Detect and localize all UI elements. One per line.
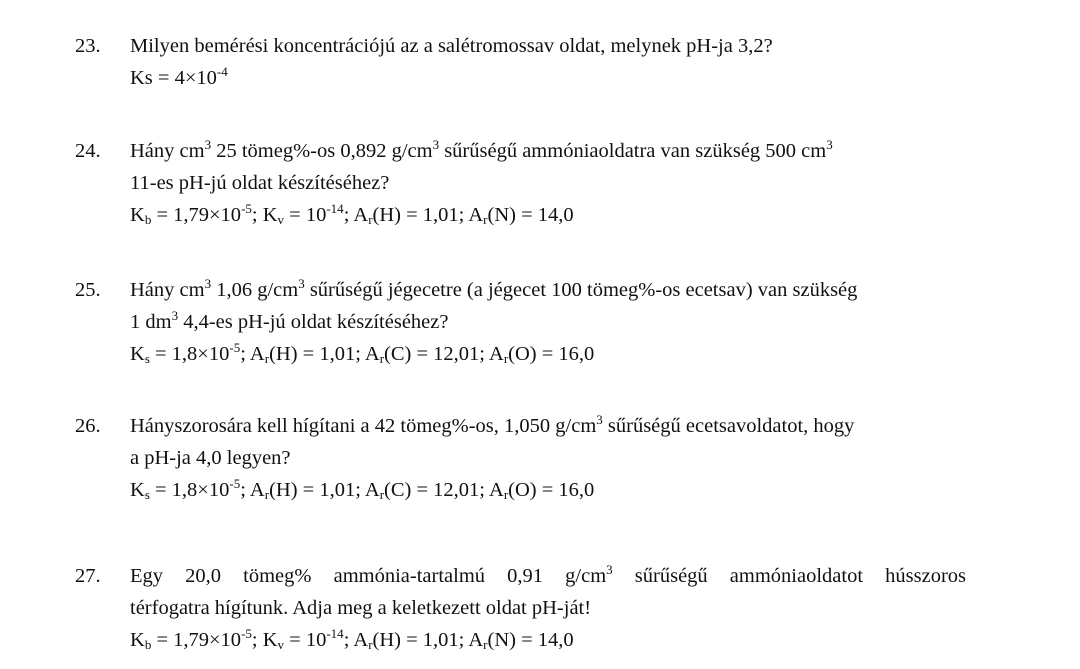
text-segment: Hányszorosára kell hígítani a 42 tömeg%-os, 1,050 g/cm [130,415,597,437]
superscript: 3 [606,562,613,577]
subscript: v [277,212,285,227]
text-line [130,592,966,624]
subscript: b [144,637,152,652]
text-segment: = 10 [284,204,327,226]
problem-text [130,30,966,94]
text-segment: sűrűségű ecetsavoldatot, hogy [602,415,855,437]
text-segment: ; A [240,479,265,501]
problem-text [130,135,966,231]
problem-number: 25. [75,279,101,301]
subscript: r [503,487,509,502]
text-segment: (H) = 1,01; A [269,479,380,501]
text-line [130,62,966,94]
text-line [130,442,966,474]
superscript: 3 [204,137,212,152]
superscript: -14 [326,201,344,216]
text-segment: (C) = 12,01; A [384,479,504,501]
problem-number: 26. [75,415,101,437]
text-segment: (O) = 16,0 [508,479,595,501]
superscript: -14 [326,626,344,641]
text-segment: 25 tömeg%-os 0,892 g/cm [211,140,433,162]
text-segment: ; A [343,629,369,651]
text-segment: a pH-ja 4,0 legyen? [130,447,291,469]
problem-number: 27. [75,565,101,587]
subscript: s [144,351,150,366]
problem-text [130,274,966,370]
text-line [130,30,966,62]
text-segment: Ks = 4×10 [130,67,217,89]
text-line [130,410,966,442]
text-line [130,338,966,370]
subscript: r [368,212,373,227]
text-segment: (H) = 1,01; A [372,204,484,226]
text-segment: K [130,343,145,365]
text-line [130,167,966,199]
text-segment: Milyen bemérési koncentrációjú az a salétromossav oldat, melynek pH-ja 3,2? [130,35,773,57]
superscript: 3 [596,412,603,427]
text-segment: (O) = 16,0 [508,343,595,365]
problem-number: 23. [75,35,101,57]
subscript: s [144,487,150,502]
text-segment: sűrűségű jégecetre (a jégecet 100 tömeg%-os ecetsav) van szükség [304,279,858,301]
superscript: -5 [229,340,241,355]
text-line [130,274,966,306]
text-segment: = 1,79×10 [151,204,242,226]
problem-text [130,560,966,656]
text-segment: K [130,204,145,226]
subscript: r [368,637,373,652]
text-line [130,135,966,167]
superscript: -5 [229,476,241,491]
text-segment: (H) = 1,01; A [372,629,484,651]
text-segment: ; A [343,204,369,226]
text-segment: K [130,629,145,651]
text-segment: (H) = 1,01; A [269,343,380,365]
subscript: v [277,637,285,652]
problem-text [130,410,966,506]
subscript: r [483,637,488,652]
problem-number: 24. [75,140,101,162]
subscript: r [379,351,385,366]
superscript: 3 [204,276,212,291]
text-segment: 1,06 g/cm [211,279,299,301]
subscript: r [264,487,270,502]
superscript: 3 [826,137,833,152]
text-segment: K [130,479,145,501]
text-line [130,624,966,656]
text-segment: ; K [251,629,278,651]
text-line [130,560,966,592]
text-segment: ; K [251,204,278,226]
text-segment: = 10 [284,629,327,651]
text-segment: Hány cm [130,279,205,301]
text-segment: Egy 20,0 tömeg% ammónia-tartalmú 0,91 g/cm [130,565,607,587]
superscript: -5 [241,201,252,216]
text-segment: = 1,8×10 [149,343,230,365]
superscript: 3 [298,276,305,291]
text-segment: 1 dm [130,311,172,333]
subscript: r [264,351,270,366]
subscript: r [379,487,385,502]
text-segment: 4,4-es pH-jú oldat készítéséhez? [178,311,449,333]
subscript: b [144,212,152,227]
text-segment: (N) = 14,0 [487,204,574,226]
text-segment: = 1,8×10 [149,479,230,501]
text-segment: térfogatra hígítunk. Adja meg a keletkezett oldat pH-ját! [130,597,592,619]
text-segment: = 1,79×10 [151,629,242,651]
text-line [130,474,966,506]
text-segment: (C) = 12,01; A [384,343,504,365]
subscript: r [483,212,488,227]
text-segment: Hány cm [130,140,205,162]
text-segment: ; A [240,343,265,365]
superscript: -4 [216,64,228,79]
subscript: r [503,351,509,366]
superscript: 3 [171,308,179,323]
text-segment: (N) = 14,0 [487,629,574,651]
superscript: 3 [432,137,440,152]
text-segment: sűrűségű ammóniaoldatra van szükség 500 cm [439,140,827,162]
superscript: -5 [241,626,252,641]
text-segment: sűrűségű ammóniaoldatot hússzoros [612,565,967,587]
text-line [130,306,966,338]
text-line [130,199,966,231]
text-segment: 11-es pH-jú oldat készítéséhez? [130,172,390,194]
